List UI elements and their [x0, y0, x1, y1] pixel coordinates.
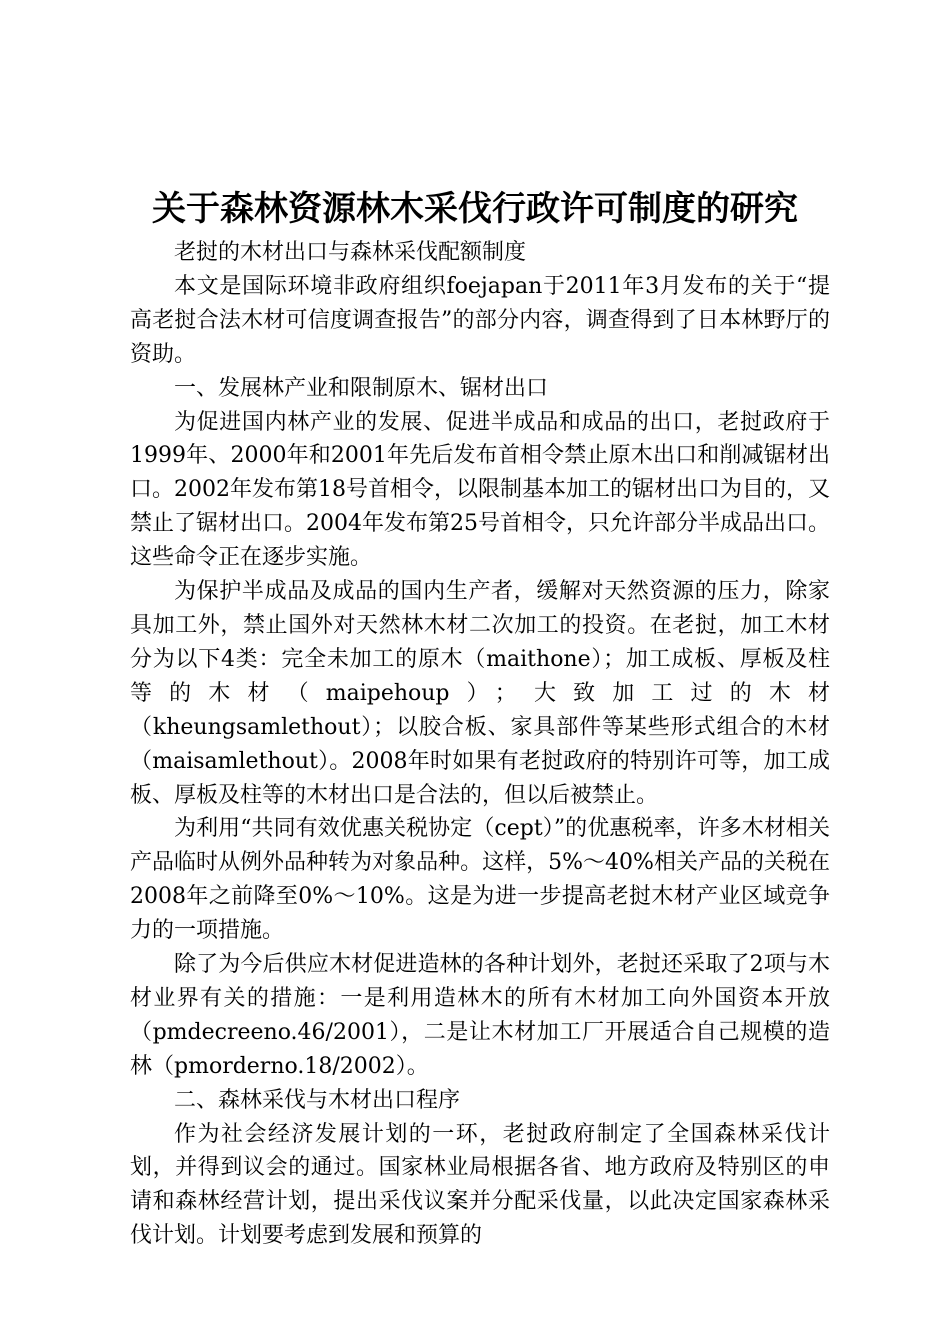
body-paragraph: 为利用“共同有效优惠关税协定（cept）”的优惠税率，许多木材相关产品临时从例外品种转为对象品种。这样，5%～40%相关产品的关税在2008年之前降至0%～10%。这是为进一步提高老挝木材产业区域竞争力的一项措施。	[130, 816, 830, 944]
document-title: 关于森林资源林木采伐行政许可制度的研究	[152, 189, 798, 229]
section-heading-1: 一、发展林产业和限制原木、锯材出口	[174, 375, 549, 401]
body-paragraph: 为保护半成品及成品的国内生产者，缓解对天然资源的压力，除家具加工外，禁止国外对天然林木材二次加工的投资。在老挝，加工木材分为以下4类：完全未加工的原木（maithone）；加工成板、厚板及柱等的木材（maipehoup）；大致加工过的木材（kheungsamlethout）；以胶合板、家具部件等某些形式组合的木材（maisamlethout）。2008年时如果有老挝政府的特别许可等，加工成板、厚板及柱等的木材出口是合法的，但以后被禁止。	[130, 579, 830, 808]
section-heading-2: 二、森林采伐与木材出口程序	[174, 1087, 461, 1113]
body-paragraph: 为促进国内林产业的发展、促进半成品和成品的出口，老挝政府于1999年、2000年和2001年先后发布首相令禁止原木出口和削减锯材出口。2002年发布第18号首相令，以限制基本加工的锯材出口为目的，又禁止了锯材出口。2004年发布第25号首相令，只允许部分半成品出口。这些命令正在逐步实施。	[130, 409, 830, 571]
body-paragraph: 作为社会经济发展计划的一环，老挝政府制定了全国森林采伐计划，并得到议会的通过。国家林业局根据各省、地方政府及特别区的申请和森林经营计划，提出采伐议案并分配采伐量，以此决定国家森林采伐计划。计划要考虑到发展和预算的	[130, 1121, 830, 1249]
document-body	[130, 236, 830, 1253]
intro-paragraph: 本文是国际环境非政府组织foejapan于2011年3月发布的关于“提高老挝合法木材可信度调查报告”的部分内容，调查得到了日本林野厅的资助。	[130, 273, 830, 367]
section-subtitle: 老挝的木材出口与森林采伐配额制度	[174, 240, 527, 265]
body-paragraph: 除了为今后供应木材促进造林的各种计划外，老挝还采取了2项与木材业界有关的措施：一是利用造林木的所有木材加工向外国资本开放（pmdecreeno.46/2001），二是让木材加工厂开展适合自己规模的造林（pmorderno.18/2002）。	[130, 952, 830, 1079]
